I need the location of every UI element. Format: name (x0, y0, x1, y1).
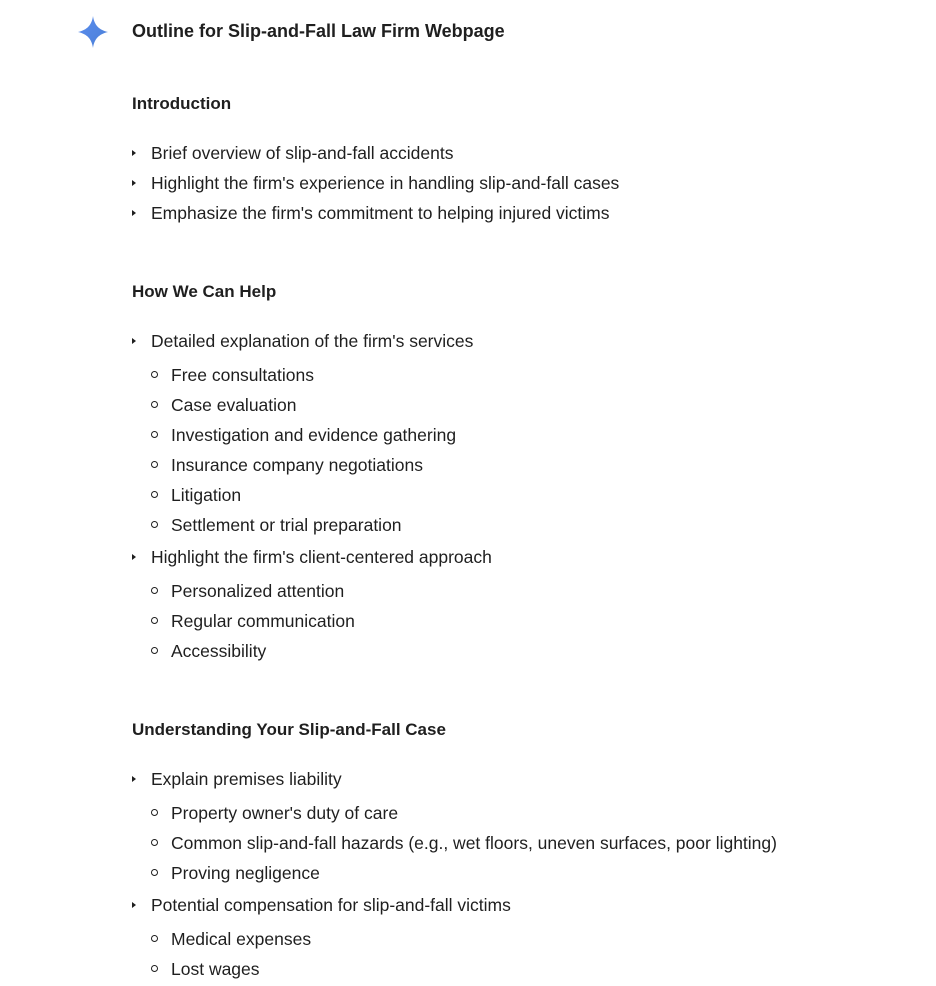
gemini-spark-icon (77, 15, 109, 49)
circle-bullet-icon (151, 809, 158, 816)
section-heading: Introduction (132, 94, 232, 113)
outline-section-understanding-your-case (132, 718, 912, 984)
bullet-icon (132, 554, 136, 560)
bullet-icon (132, 150, 136, 156)
sub-list (151, 924, 912, 984)
list-item-text: Potential compensation for slip-and-fall victims (151, 895, 511, 915)
list-item (132, 168, 912, 198)
sub-list-item (151, 798, 912, 828)
list-item (132, 764, 912, 888)
list-item-text: Explain premises liability (151, 769, 342, 789)
bullet-icon (132, 902, 136, 908)
sub-list-item-text: Proving negligence (171, 863, 320, 883)
sub-list-item-text: Free consultations (171, 365, 314, 385)
circle-bullet-icon (151, 401, 158, 408)
list-item-text: Emphasize the firm's commitment to helping injured victims (151, 203, 610, 223)
list-item (132, 138, 912, 168)
sub-list-item (151, 420, 912, 450)
sub-list-item (151, 450, 912, 480)
circle-bullet-icon (151, 965, 158, 972)
sub-list-item-text: Settlement or trial preparation (171, 515, 402, 535)
circle-bullet-icon (151, 617, 158, 624)
section-heading: How We Can Help (132, 282, 277, 301)
sub-list (151, 576, 912, 666)
circle-bullet-icon (151, 935, 158, 942)
list-item-text: Highlight the firm's client-centered approach (151, 547, 492, 567)
section-heading: Understanding Your Slip-and-Fall Case (132, 720, 446, 739)
sub-list-item-text: Investigation and evidence gathering (171, 425, 457, 445)
list-item-text: Detailed explanation of the firm's services (151, 331, 474, 351)
sub-list-item-text: Common slip-and-fall hazards (e.g., wet floors, uneven surfaces, poor lighting) (171, 833, 777, 853)
sub-list-item (151, 954, 912, 984)
outline-section-introduction (132, 92, 912, 228)
sub-list-item-text: Personalized attention (171, 581, 345, 601)
sub-list-item-text: Insurance company negotiations (171, 455, 423, 475)
sub-list-item-text: Accessibility (171, 641, 267, 661)
list-item (132, 890, 912, 984)
bullet-list (132, 764, 912, 984)
sub-list-item-text: Medical expenses (171, 929, 312, 949)
sub-list-item-text: Regular communication (171, 611, 355, 631)
sub-list-item (151, 606, 912, 636)
sub-list-item (151, 510, 912, 540)
list-item (132, 198, 912, 228)
bullet-icon (132, 180, 136, 186)
response-title: Outline for Slip-and-Fall Law Firm Webpage (132, 21, 505, 41)
circle-bullet-icon (151, 491, 158, 498)
circle-bullet-icon (151, 371, 158, 378)
sub-list-item (151, 360, 912, 390)
bullet-icon (132, 338, 136, 344)
circle-bullet-icon (151, 647, 158, 654)
sub-list-item (151, 390, 912, 420)
sub-list-item (151, 480, 912, 510)
list-item-text: Highlight the firm's experience in handling slip-and-fall cases (151, 173, 620, 193)
bullet-icon (132, 210, 136, 216)
circle-bullet-icon (151, 587, 158, 594)
list-item (132, 326, 912, 540)
sub-list (151, 360, 912, 540)
sub-list-item (151, 858, 912, 888)
response-content (132, 19, 912, 986)
sub-list-item (151, 828, 912, 858)
sub-list-item (151, 576, 912, 606)
sub-list (151, 798, 912, 888)
sub-list-item-text: Case evaluation (171, 395, 297, 415)
bullet-list (132, 138, 912, 228)
list-item-text: Brief overview of slip-and-fall accidents (151, 143, 454, 163)
sub-list-item-text: Property owner's duty of care (171, 803, 399, 823)
bullet-list (132, 326, 912, 666)
bullet-icon (132, 776, 136, 782)
circle-bullet-icon (151, 869, 158, 876)
sub-list-item-text: Lost wages (171, 959, 260, 979)
outline-section-how-we-can-help (132, 280, 912, 666)
sub-list-item (151, 924, 912, 954)
circle-bullet-icon (151, 461, 158, 468)
sub-list-item-text: Litigation (171, 485, 242, 505)
sub-list-item (151, 636, 912, 666)
list-item (132, 542, 912, 666)
circle-bullet-icon (151, 431, 158, 438)
circle-bullet-icon (151, 839, 158, 846)
circle-bullet-icon (151, 521, 158, 528)
